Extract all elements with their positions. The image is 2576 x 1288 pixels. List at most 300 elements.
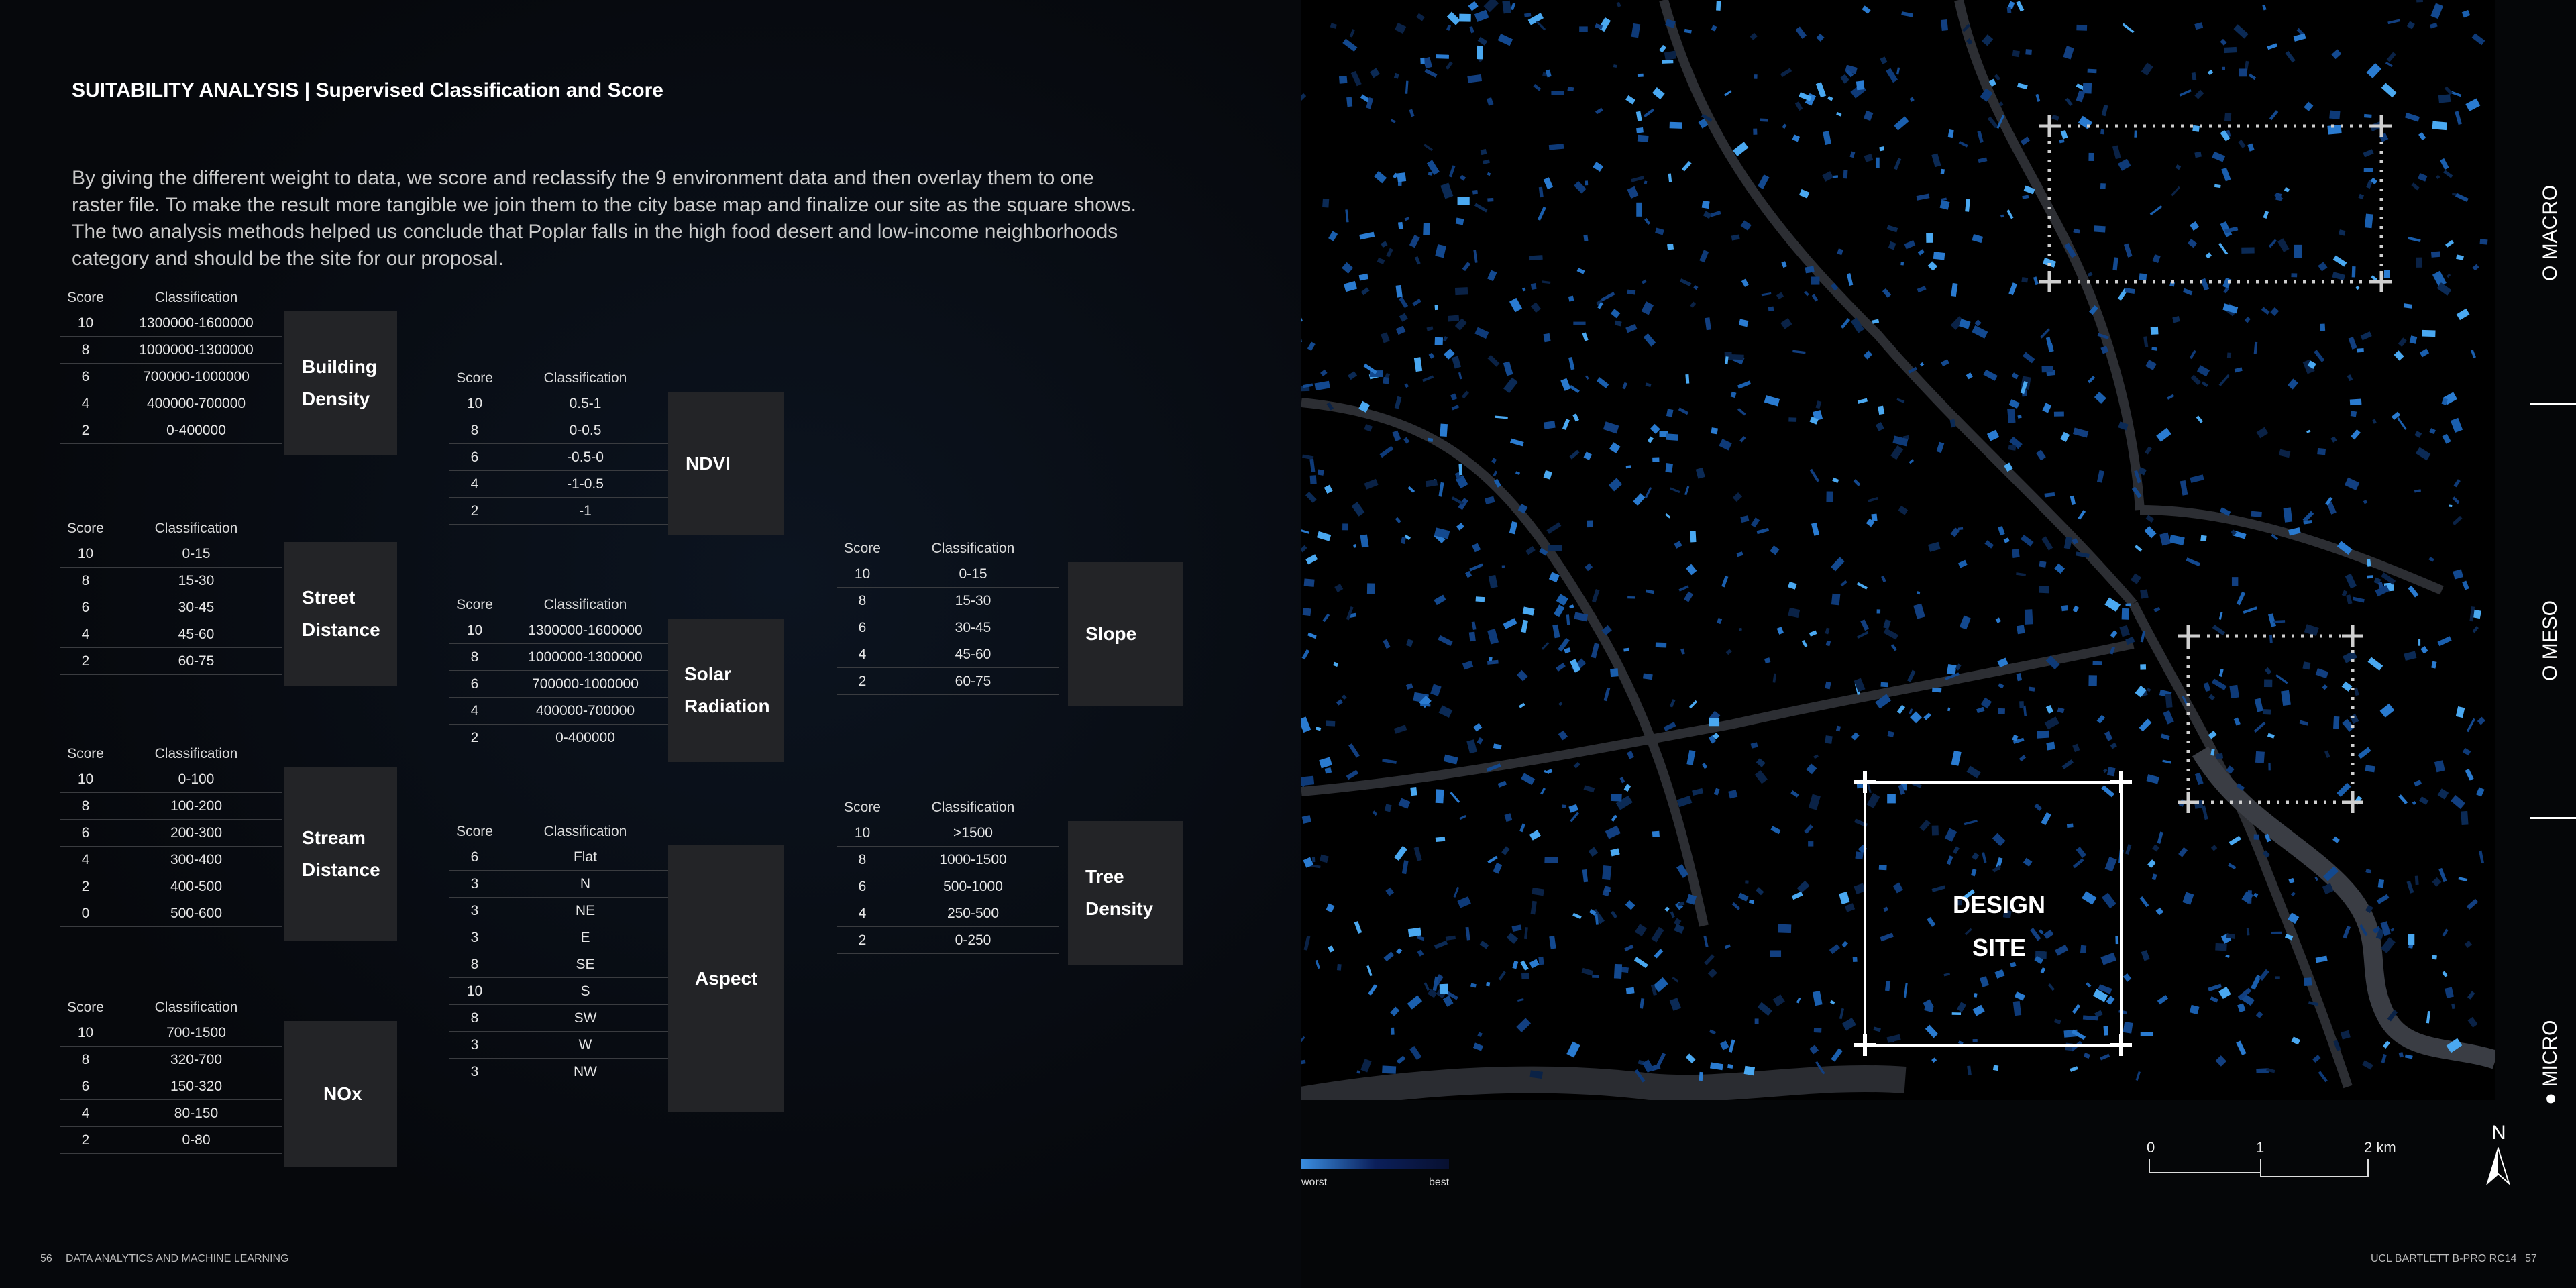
building-footprint: [1529, 255, 1542, 260]
building-footprint: [1814, 1028, 1822, 1032]
score-cell: 6: [60, 364, 111, 390]
score-cell: 3: [449, 924, 500, 951]
building-footprint: [1613, 64, 1617, 68]
building-footprint: [1709, 718, 1719, 726]
classification-cell: 200-300: [111, 820, 282, 847]
score-cell: 4: [60, 1100, 111, 1127]
distance-scale-bar: [2147, 1158, 2375, 1178]
design-site-label: DESIGN SITE: [1952, 891, 2046, 961]
building-footprint: [2140, 664, 2146, 669]
building-footprint: [1310, 475, 1317, 484]
building-footprint: [1548, 545, 1562, 551]
building-footprint: [1587, 520, 1593, 527]
score-cell: 10: [449, 617, 500, 644]
building-footprint: [1744, 1066, 1755, 1076]
table-row: [449, 390, 671, 417]
classification-cell: 60-75: [111, 648, 282, 675]
category-label-line: Tree: [1085, 866, 1124, 887]
building-footprint: [1459, 14, 1471, 22]
building-footprint: [2365, 765, 2375, 772]
table-row: [60, 1020, 282, 1046]
table-tree-density: [837, 796, 1059, 954]
classification-cell: 500-1000: [888, 873, 1059, 900]
classification-cell: N: [500, 871, 671, 898]
building-footprint: [1958, 527, 1963, 530]
score-cell: 10: [60, 541, 111, 568]
classification-cell: 45-60: [111, 621, 282, 648]
building-footprint: [1745, 880, 1749, 884]
category-label-line: Density: [1085, 898, 1154, 919]
building-footprint: [2327, 125, 2341, 135]
building-footprint: [2083, 83, 2092, 94]
category-label-line: Aspect: [695, 968, 758, 989]
classification-header: Classification: [543, 370, 627, 386]
building-footprint: [1711, 427, 1718, 434]
classification-cell: 400-500: [111, 873, 282, 900]
table-row: [837, 927, 1059, 954]
building-footprint: [2304, 977, 2312, 986]
table-row: [449, 978, 671, 1005]
site-map: [1301, 0, 2496, 1100]
classification-cell: 400000-700000: [111, 390, 282, 417]
building-footprint: [1458, 464, 1462, 475]
building-footprint: [2224, 47, 2237, 53]
table-row: [449, 924, 671, 951]
table-row: [449, 1032, 671, 1059]
building-footprint: [1435, 337, 1443, 345]
building-footprint: [1952, 1012, 1961, 1015]
classification-cell: 0-100: [111, 766, 282, 793]
building-footprint: [1900, 262, 1904, 265]
building-footprint: [1811, 276, 1820, 284]
score-cell: 6: [449, 844, 500, 871]
building-footprint: [1614, 964, 1622, 979]
score-cell: 4: [60, 390, 111, 417]
category-building-density: [284, 311, 397, 455]
building-footprint: [2222, 67, 2225, 70]
classification-cell: SW: [500, 1005, 671, 1032]
building-footprint: [2275, 976, 2280, 979]
building-footprint: [2054, 411, 2064, 416]
building-footprint: [2141, 1032, 2153, 1036]
building-footprint: [1436, 789, 1444, 803]
building-footprint: [1487, 198, 1493, 202]
classification-cell: 60-75: [888, 668, 1059, 695]
building-footprint: [1770, 950, 1781, 957]
score-cell: 8: [837, 847, 888, 873]
classification-cell: 320-700: [111, 1046, 282, 1073]
score-cell: 10: [837, 820, 888, 847]
category-label-line: Solar: [684, 663, 732, 684]
building-footprint: [2025, 609, 2033, 625]
classification-header: Classification: [543, 824, 627, 839]
classification-header: Classification: [154, 1000, 238, 1015]
building-footprint: [1853, 957, 1858, 962]
building-footprint: [2255, 751, 2265, 763]
table-row: [837, 614, 1059, 641]
building-footprint: [2432, 955, 2436, 960]
category-ndvi: [668, 392, 784, 535]
building-footprint: [2122, 608, 2129, 620]
score-cell: 10: [60, 1020, 111, 1046]
building-footprint: [1755, 1018, 1759, 1024]
building-footprint: [2378, 879, 2384, 888]
table-row: [449, 951, 671, 978]
building-footprint: [1877, 609, 1881, 613]
building-footprint: [1768, 307, 1774, 312]
classification-cell: 0-400000: [111, 417, 282, 444]
classification-header: Classification: [154, 746, 238, 761]
nav-micro[interactable]: ● MICRO: [2539, 1020, 2561, 1105]
table-row: [60, 766, 282, 793]
building-footprint: [2418, 639, 2420, 646]
score-cell: 4: [837, 900, 888, 927]
building-footprint: [1788, 417, 1796, 422]
score-cell: 2: [837, 668, 888, 695]
building-footprint: [1856, 80, 1865, 90]
building-footprint: [2140, 589, 2149, 598]
building-footprint: [1476, 596, 1485, 602]
score-cell: 10: [449, 978, 500, 1005]
building-footprint: [1469, 632, 1476, 642]
building-footprint: [1383, 377, 1389, 384]
score-cell: 10: [837, 561, 888, 588]
score-cell: 4: [60, 621, 111, 648]
building-footprint: [2088, 675, 2097, 686]
table-row: [449, 644, 671, 671]
map-canvas: [1301, 0, 2496, 1100]
building-footprint: [2125, 604, 2131, 606]
category-label-line: Distance: [302, 859, 380, 880]
building-footprint: [1326, 720, 1335, 726]
classification-cell: -1: [500, 498, 671, 525]
classification-cell: 15-30: [888, 588, 1059, 614]
table-row: [837, 847, 1059, 873]
nav-meso[interactable]: O MESO: [2539, 600, 2561, 681]
table-row: [60, 541, 282, 568]
building-footprint: [2357, 348, 2364, 352]
score-cell: 8: [60, 337, 111, 364]
building-footprint: [1760, 118, 1768, 121]
table-row: [60, 847, 282, 873]
classification-cell: W: [500, 1032, 671, 1059]
table-row: [60, 793, 282, 820]
north-arrow-icon: [2486, 1147, 2510, 1185]
building-footprint: [2271, 932, 2282, 934]
score-cell: 8: [60, 793, 111, 820]
score-cell: 2: [60, 1127, 111, 1154]
table-row: [60, 364, 282, 390]
table-row: [449, 498, 671, 525]
building-footprint: [2046, 742, 2055, 751]
score-cell: 8: [449, 1005, 500, 1032]
score-header: Score: [456, 824, 493, 839]
building-footprint: [1420, 58, 1424, 64]
classification-cell: 45-60: [888, 641, 1059, 668]
score-cell: 10: [449, 390, 500, 417]
score-cell: 6: [60, 594, 111, 621]
building-footprint: [2241, 247, 2255, 253]
building-footprint: [1933, 252, 1945, 260]
building-footprint: [1876, 158, 1880, 168]
building-footprint: [2227, 352, 2231, 358]
building-footprint: [1808, 841, 1813, 847]
building-footprint: [1855, 851, 1863, 859]
building-footprint: [2422, 330, 2435, 337]
table-row: [60, 648, 282, 675]
classification-cell: 0-15: [111, 541, 282, 568]
table-row: [60, 310, 282, 337]
building-footprint: [1342, 523, 1348, 530]
table-row: [449, 898, 671, 924]
building-footprint: [1531, 283, 1537, 290]
table-row: [60, 873, 282, 900]
building-footprint: [2416, 258, 2422, 268]
building-footprint: [2461, 811, 2468, 825]
building-footprint: [1716, 1, 1721, 11]
score-header: Score: [67, 521, 104, 536]
building-footprint: [1638, 74, 1644, 77]
building-footprint: [2294, 245, 2302, 258]
building-footprint: [1611, 794, 1622, 802]
building-footprint: [2452, 193, 2456, 196]
building-footprint: [1947, 664, 1957, 675]
building-footprint: [1831, 594, 1840, 606]
table-nox: [60, 996, 282, 1154]
building-footprint: [2431, 251, 2440, 257]
table-slope: [837, 537, 1059, 695]
table-solar-radiation: [449, 593, 671, 751]
building-footprint: [2320, 324, 2325, 331]
classification-cell: SE: [500, 951, 671, 978]
building-footprint: [2302, 661, 2310, 669]
building-footprint: [2094, 225, 2105, 232]
classification-cell: 30-45: [111, 594, 282, 621]
building-footprint: [2200, 535, 2206, 541]
building-footprint: [1346, 97, 1352, 107]
footer-right-page-number: 57: [2525, 1253, 2537, 1265]
classification-cell: S: [500, 978, 671, 1005]
building-footprint: [1656, 643, 1667, 648]
building-footprint: [1562, 804, 1566, 808]
building-footprint: [1610, 668, 1619, 677]
table-row: [60, 1046, 282, 1073]
score-header: Score: [456, 370, 493, 386]
classification-cell: 700000-1000000: [111, 364, 282, 390]
score-legend-gradient: [1301, 1159, 1449, 1169]
building-footprint: [1778, 924, 1792, 933]
footer-left-page-number: 56: [40, 1253, 52, 1265]
category-stream-distance: [284, 767, 397, 941]
classification-cell: 0-0.5: [500, 417, 671, 444]
building-footprint: [2384, 270, 2390, 278]
building-footprint: [2364, 168, 2373, 172]
classification-cell: 1000-1500: [888, 847, 1059, 873]
page-title: SUITABILITY ANALYSIS | Supervised Classification and Score: [72, 79, 663, 101]
building-footprint: [1880, 682, 1888, 688]
building-footprint: [2365, 213, 2373, 228]
category-nox: [284, 1021, 397, 1167]
classification-cell: 0-15: [888, 561, 1059, 588]
building-footprint: [1592, 975, 1599, 978]
classification-cell: 0-80: [111, 1127, 282, 1154]
classification-cell: 700-1500: [111, 1020, 282, 1046]
nav-divider-1: [2530, 402, 2576, 405]
building-footprint: [2291, 273, 2297, 277]
building-footprint: [1502, 566, 1505, 568]
table-row: [60, 820, 282, 847]
building-footprint: [1304, 578, 1315, 586]
category-slope: [1068, 562, 1183, 706]
scale-label-0: 0: [2147, 1139, 2155, 1156]
building-footprint: [1739, 628, 1742, 631]
score-cell: 8: [60, 1046, 111, 1073]
building-footprint: [1339, 76, 1348, 84]
building-footprint: [1585, 180, 1588, 185]
building-footprint: [2151, 327, 2159, 335]
table-row: [60, 1100, 282, 1127]
building-footprint: [2254, 834, 2259, 839]
building-footprint: [1932, 825, 1939, 835]
table-row: [60, 621, 282, 648]
classification-cell: 1300000-1600000: [111, 310, 282, 337]
building-footprint: [1423, 223, 1430, 235]
table-row: [837, 873, 1059, 900]
score-header: Score: [844, 800, 881, 815]
building-footprint: [2080, 945, 2086, 953]
table-ndvi: [449, 366, 671, 525]
building-footprint: [1887, 794, 1896, 804]
building-footprint: [1690, 531, 1696, 543]
building-footprint: [1843, 170, 1848, 178]
building-footprint: [1538, 957, 1544, 965]
score-cell: 6: [60, 1073, 111, 1100]
footer-right-text: UCL BARTLETT B-PRO RC14: [2371, 1253, 2517, 1265]
score-cell: 6: [60, 820, 111, 847]
classification-cell: 700000-1000000: [500, 671, 671, 698]
building-footprint: [1917, 591, 1920, 594]
building-footprint: [2021, 277, 2028, 283]
building-footprint: [1436, 837, 1446, 842]
table-row: [449, 724, 671, 751]
building-footprint: [2415, 875, 2419, 885]
classification-cell: 100-200: [111, 793, 282, 820]
classification-header: Classification: [931, 541, 1015, 556]
building-footprint: [1662, 60, 1674, 64]
building-footprint: [2438, 94, 2451, 103]
building-footprint: [1727, 1064, 1733, 1069]
scale-label-2km: 2 km: [2364, 1139, 2396, 1156]
north-label: N: [2491, 1122, 2506, 1144]
building-footprint: [1623, 648, 1629, 652]
building-footprint: [2449, 504, 2452, 507]
building-footprint: [1428, 172, 1433, 176]
scale-label-1: 1: [2256, 1139, 2265, 1156]
building-footprint: [1754, 74, 1758, 79]
building-footprint: [1871, 514, 1877, 521]
score-cell: 6: [449, 671, 500, 698]
classification-cell: 30-45: [888, 614, 1059, 641]
score-cell: 8: [449, 644, 500, 671]
building-footprint: [2416, 0, 2423, 2]
classification-cell: 1300000-1600000: [500, 617, 671, 644]
score-cell: 2: [449, 498, 500, 525]
building-footprint: [1636, 203, 1642, 217]
intro-paragraph: By giving the different weight to data, we score and reclassify the 9 environment data and then overlay them to one raster file. To make the result more tangible we join them to the city base map and finalize our site as the square shows. The two analysis methods helped us conclude that Poplar falls in the high food desert and low-income neighborhoods category and should be the site for our proposal.: [72, 167, 1136, 270]
building-footprint: [1391, 1028, 1395, 1035]
building-footprint: [1993, 1065, 1998, 1071]
building-footprint: [1926, 233, 1933, 243]
building-footprint: [1699, 1072, 1703, 1081]
building-footprint: [2352, 266, 2356, 278]
category-solar-radiation: [668, 619, 784, 762]
score-cell: 2: [60, 648, 111, 675]
building-footprint: [1436, 54, 1449, 59]
score-cell: 3: [449, 898, 500, 924]
building-footprint: [1941, 169, 1945, 174]
table-row: [60, 594, 282, 621]
building-footprint: [2268, 763, 2270, 771]
building-footprint: [1753, 129, 1757, 135]
table-row: [60, 1073, 282, 1100]
building-footprint: [1879, 865, 1887, 870]
building-footprint: [2012, 549, 2020, 558]
table-building-density: [60, 286, 282, 444]
building-footprint: [2192, 125, 2200, 132]
classification-cell: 400000-700000: [500, 698, 671, 724]
nav-macro[interactable]: O MACRO: [2539, 184, 2561, 281]
building-footprint: [2093, 661, 2102, 665]
building-footprint: [1665, 463, 1672, 473]
classification-cell: 1000000-1300000: [500, 644, 671, 671]
building-footprint: [1667, 244, 1674, 250]
classification-cell: 0-250: [888, 927, 1059, 954]
building-footprint: [2029, 687, 2035, 692]
score-cell: 8: [837, 588, 888, 614]
table-row: [449, 444, 671, 471]
category-label-line: Slope: [1085, 623, 1137, 644]
category-label-line: Building: [302, 356, 377, 377]
score-cell: 4: [837, 641, 888, 668]
building-footprint: [2100, 129, 2104, 135]
score-cell: 3: [449, 1059, 500, 1085]
table-row: [837, 561, 1059, 588]
building-footprint: [1602, 865, 1611, 880]
building-footprint: [2067, 824, 2074, 828]
building-footprint: [2264, 680, 2272, 688]
building-footprint: [1626, 987, 1635, 994]
classification-cell: 300-400: [111, 847, 282, 873]
building-footprint: [1551, 91, 1564, 95]
classification-cell: E: [500, 924, 671, 951]
building-footprint: [2350, 398, 2362, 405]
classification-cell: -1-0.5: [500, 471, 671, 498]
score-cell: 2: [837, 927, 888, 954]
table-row: [449, 698, 671, 724]
score-cell: 4: [449, 698, 500, 724]
score-cell: 4: [449, 471, 500, 498]
building-footprint: [2007, 7, 2012, 13]
score-cell: 8: [449, 417, 500, 444]
building-footprint: [2061, 605, 2068, 611]
score-header: Score: [456, 597, 493, 612]
classification-cell: 0-400000: [500, 724, 671, 751]
category-label-line: Density: [302, 388, 370, 409]
table-row: [837, 668, 1059, 695]
score-cell: 3: [449, 871, 500, 898]
building-footprint: [2351, 411, 2357, 417]
classification-header: Classification: [154, 290, 238, 305]
